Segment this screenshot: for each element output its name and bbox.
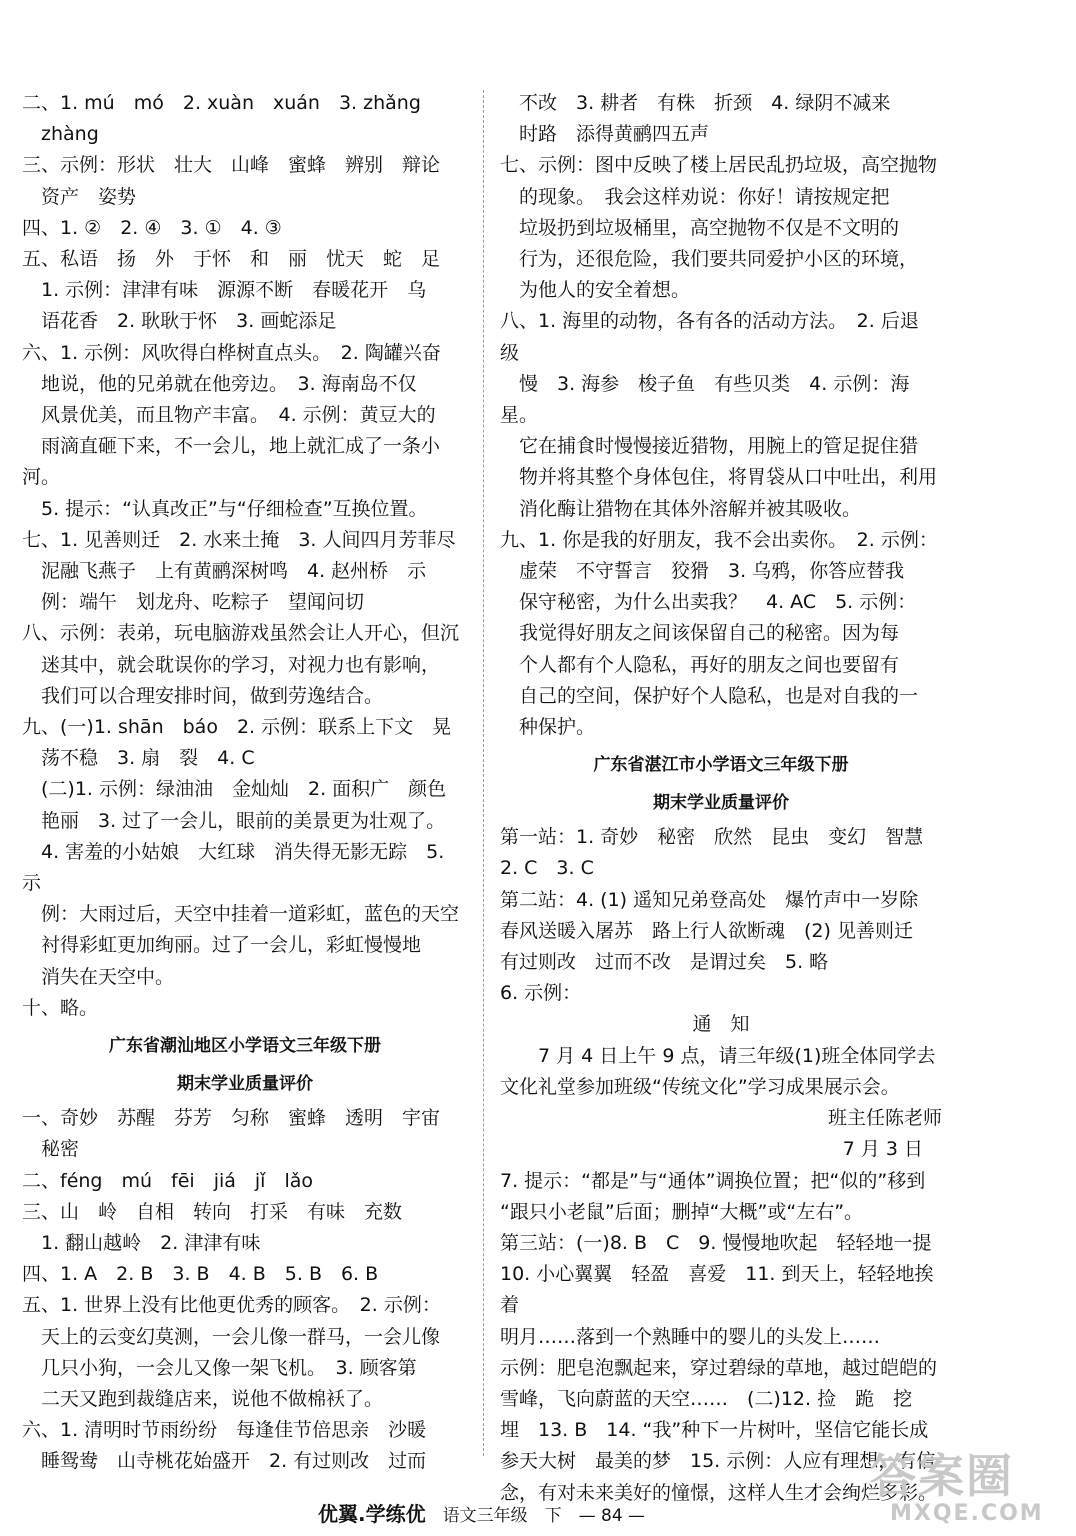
answer-line: 资产 姿势 xyxy=(22,185,137,208)
answer-line: 它在捕食时慢慢接近猎物，用腕上的管足捉住猎 xyxy=(500,435,919,458)
answer-line: 秘密 xyxy=(22,1138,80,1161)
answer-line: 三、示例：形状 壮大 山峰 蜜蜂 辨别 辩论 xyxy=(22,154,441,177)
answer-line: 参天大树 最美的梦 15. 示例：人应有理想，有信 xyxy=(500,1450,936,1473)
answer-line: 泥融飞燕子 上有黄鹂深树鸣 4. 赵州桥 示 xyxy=(22,560,427,583)
answer-line: 保守秘密，为什么出卖我？ 4. AC 5. 示例： xyxy=(500,591,917,614)
answer-line: 时路 添得黄鹂四五声 xyxy=(500,123,710,146)
footer-brand: 优翼.学练优 xyxy=(318,1502,426,1526)
answer-line: 迷其中，就会耽误你的学习，对视力也有影响， xyxy=(22,653,441,676)
answer-line: (二)1. 示例：绿油油 金灿灿 2. 面积广 颜色 xyxy=(22,778,447,801)
answer-line: 行为，还很危险，我们要共同爱护小区的环境， xyxy=(500,248,919,271)
column-divider xyxy=(483,90,484,1456)
answer-line: 例：端午 划龙舟、吃粽子 望闻问切 xyxy=(22,591,365,614)
answer-line: 垃圾扔到垃圾桶里，高空抛物不仅是不文明的 xyxy=(500,216,900,239)
answer-line: 1. 示例：津津有味 源源不断 春暖花开 乌 xyxy=(22,279,427,302)
answer-line: 衬得彩虹更加绚丽。过了一会儿，彩虹慢慢地 xyxy=(22,934,422,957)
answer-line: 九、1. 你是我的好朋友，我不会出卖你。 2. 示例： xyxy=(500,528,938,551)
answer-line: 八、示例：表弟，玩电脑游戏虽然会让人开心，但沉 xyxy=(22,622,460,645)
footer-volume: 下 xyxy=(544,1506,562,1526)
answer-line: 4. 害羞的小姑娘 大红球 消失得无影无踪 5. 示 xyxy=(22,840,451,895)
answer-line: 虚荣 不守誓言 狡猾 3. 乌鸦，你答应替我 xyxy=(500,560,905,583)
watermark-url: MXQE.COM xyxy=(890,1501,1044,1526)
answer-line: 睡鸳鸯 山寺桃花始盛开 2. 有过则改 过而 xyxy=(22,1450,427,1473)
watermark-logo xyxy=(870,1450,1070,1530)
right-column xyxy=(500,88,942,1509)
answers-chaoshan-continued xyxy=(500,88,942,743)
answer-line: 五、私语 扬 外 于怀 和 丽 忧天 蛇 足 xyxy=(22,248,441,271)
footer-page-number: — 84 — xyxy=(578,1506,646,1526)
answer-line: 雨滴直砸下来，不一会儿，地上就汇成了一条小河。 xyxy=(22,435,441,489)
answers-zhanjiang xyxy=(500,822,942,1009)
footer-subject: 语文三年级 xyxy=(442,1506,528,1526)
answer-line: “跟只小老鼠”后面；删掉“大概”或“左右”。 xyxy=(500,1200,864,1223)
answer-line: 慢 3. 海参 梭子鱼 有些贝类 4. 示例：海星。 xyxy=(500,372,910,427)
answer-line: 七、1. 见善则迁 2. 水来土掩 3. 人间四月芳菲尽 xyxy=(22,528,456,551)
notice-block xyxy=(500,1009,942,1165)
answer-line: 为他人的安全着想。 xyxy=(500,279,691,302)
answer-line: 第一站：1. 奇妙 秘密 欣然 昆虫 变幻 智慧 xyxy=(500,826,924,849)
answer-line: 第二站：4. (1) 遥知兄弟登高处 爆竹声中一岁除 xyxy=(500,888,919,911)
answer-line: 六、1. 清明时节雨纷纷 每逢佳节倍思亲 沙暖 xyxy=(22,1419,427,1442)
answer-line: 六、1. 示例：风吹得白桦树直点头。 2. 陶罐兴奋 xyxy=(22,341,441,364)
answer-line: 三、山 岭 自相 转向 打采 有味 充数 xyxy=(22,1200,403,1223)
answer-line: 二、1. mú mó 2. xuàn xuán 3. zhǎng xyxy=(22,92,421,114)
answer-line: 的现象。 我会这样劝说：你好！请按规定把 xyxy=(500,185,890,208)
answer-line: 四、1. A 2. B 3. B 4. B 5. B 6. B xyxy=(22,1263,379,1286)
answer-line: 我们可以合理安排时间，做到劳逸结合。 xyxy=(22,684,384,707)
answer-line: 物并将其整个身体包住，将胃袋从口中吐出，利用 xyxy=(500,466,938,489)
answer-line: zhàng xyxy=(22,123,99,146)
page-footer xyxy=(318,1498,645,1527)
answer-line: 例：大雨过后，天空中挂着一道彩虹，蓝色的天空 xyxy=(22,903,460,926)
answer-line: 有过则改 过而不改 是谓过矣 5. 略 xyxy=(500,951,829,974)
answer-line: 6. 示例： xyxy=(500,982,582,1005)
answer-line: 天上的云变幻莫测，一会儿像一群马，一会儿像 xyxy=(22,1325,441,1348)
answer-line: 几只小狗，一会儿又像一架飞机。 3. 顾客第 xyxy=(22,1356,417,1379)
section-heading-zhanjiang: 广东省湛江市小学语文三年级下册 xyxy=(593,755,849,776)
answer-line: 二天又跑到裁缝店来，说他不做棉袄了。 xyxy=(22,1387,384,1410)
answer-line: 十、略。 xyxy=(22,996,99,1019)
answer-line: 种保护。 xyxy=(500,716,596,739)
answer-line: 10. 小心翼翼 轻盈 喜爱 11. 到天上，轻轻地挨着 xyxy=(500,1263,934,1317)
answer-line: 自己的空间，保护好个人隐私，也是对自我的一 xyxy=(500,684,919,707)
answer-line: 埋 13. B 14. “我”种下一片树叶，坚信它能长成 xyxy=(500,1419,929,1442)
notice-line: 7 月 4 日上午 9 点，请三年级(1)班全体同学去 xyxy=(500,1044,936,1067)
answer-line: 艳丽 3. 过了一会儿，眼前的美景更为壮观了。 xyxy=(22,809,446,832)
watermark-text: 答案圈 xyxy=(870,1449,1014,1503)
answer-line: 个人都有个人隐私，再好的朋友之间也要留有 xyxy=(500,653,900,676)
notice-date: 7 月 3 日 xyxy=(842,1138,942,1161)
answer-line: 八、1. 海里的动物，各有各的活动方法。 2. 后退 级 xyxy=(500,310,938,364)
answer-line: 消失在天空中。 xyxy=(22,965,175,988)
answer-line: 春风送暖入屠苏 路上行人欲断魂 (2) 见善则迁 xyxy=(500,919,913,942)
notice-line: 文化礼堂参加班级“传统文化”学习成果展示会。 xyxy=(500,1075,900,1098)
answer-line: 7. 提示：“都是”与“通体”调换位置；把“似的”移到 xyxy=(500,1169,926,1192)
answer-line: 一、奇妙 苏醒 芬芳 匀称 蜜蜂 透明 宇宙 xyxy=(22,1107,441,1130)
answer-line: 雪峰，飞向蔚蓝的天空…… (二)12. 捡 跪 挖 xyxy=(500,1387,913,1410)
answer-line: 不改 3. 耕者 有株 折颈 4. 绿阴不减来 xyxy=(500,92,891,114)
answer-line: 我觉得好朋友之间该保留自己的秘密。因为每 xyxy=(500,622,900,645)
answer-line: 语花香 2. 耿耿于怀 3. 画蛇添足 xyxy=(22,310,337,333)
answers-continued xyxy=(22,88,468,1024)
answer-line: 九、(一)1. shān báo 2. 示例：联系上下文 晃 xyxy=(22,716,452,739)
answer-line: 七、示例：图中反映了楼上居民乱扔垃圾，高空抛物 xyxy=(500,154,938,177)
answer-line: 明月……落到一个熟睡中的婴儿的头发上…… xyxy=(500,1325,881,1348)
answer-line: 第三站：(一)8. B C 9. 慢慢地吹起 轻轻地一提 xyxy=(500,1231,932,1254)
answer-line: 念，有对未来美好的憧憬，这样人生才会绚烂多彩。 xyxy=(500,1481,938,1504)
notice-title: 通 知 xyxy=(692,1013,750,1036)
left-column xyxy=(22,88,468,1478)
answer-line: 风景优美，而且物产丰富。 4. 示例：黄豆大的 xyxy=(22,404,436,427)
section-subheading-chaoshan: 期末学业质量评价 xyxy=(177,1074,313,1095)
answer-line: 2. C 3. C xyxy=(500,857,594,880)
answer-line: 二、féng mú fēi jiá jǐ lǎo xyxy=(22,1169,313,1192)
notice-body xyxy=(500,1041,942,1103)
answers-chaoshan xyxy=(22,1103,468,1477)
section-heading-chaoshan: 广东省潮汕地区小学语文三年级下册 xyxy=(109,1036,381,1057)
answer-line: 地说，他的兄弟就在他旁边。 3. 海南岛不仅 xyxy=(22,372,417,395)
answer-line: 5. 提示：“认真改正”与“仔细检查”互换位置。 xyxy=(22,497,428,520)
section-subheading-zhanjiang: 期末学业质量评价 xyxy=(653,793,789,814)
answer-line: 1. 翻山越岭 2. 津津有味 xyxy=(22,1231,261,1254)
answer-line: 示例：肥皂泡飘起来，穿过碧绿的草地，越过皑皑的 xyxy=(500,1356,938,1379)
answer-line: 五、1. 世界上没有比他更优秀的顾客。 2. 示例： xyxy=(22,1294,441,1317)
answer-line: 消化酶让猎物在其体外溶解并被其吸收。 xyxy=(500,497,862,520)
notice-signature: 班主任陈老师 xyxy=(827,1107,942,1130)
answer-line: 四、1. ② 2. ④ 3. ① 4. ③ xyxy=(22,216,282,239)
answer-line: 荡不稳 3. 扇 裂 4. C xyxy=(22,747,255,770)
